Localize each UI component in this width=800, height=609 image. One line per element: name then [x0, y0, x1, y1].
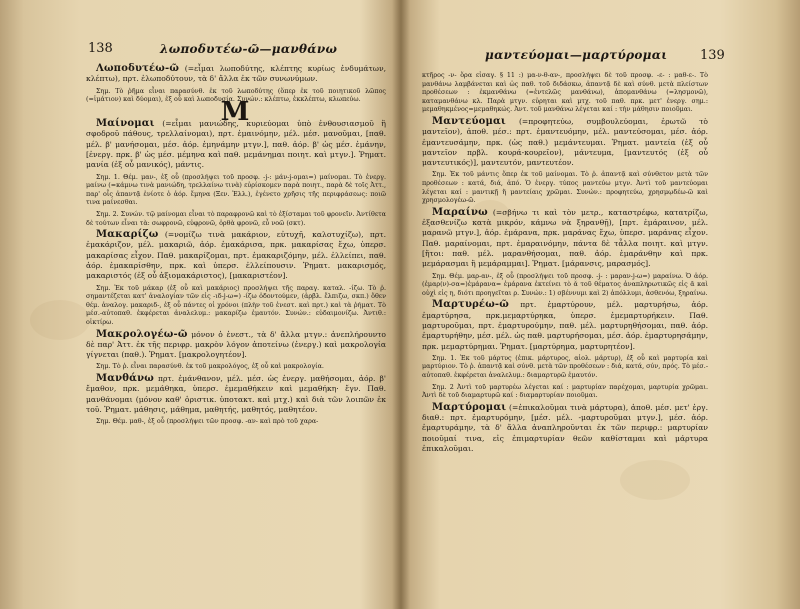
entry — [422, 300, 708, 351]
headword: Μαραίνω — [432, 206, 488, 218]
entry — [86, 119, 386, 170]
entry-text: πρτ. ἐμάνθανον, μέλ. μέσ. ὡς ἐνεργ. μαθήσομαι, ἀόρ. β' ἔμαθον, πρκ. μεμάθηκα, ὑπερσ. ἐμεμαθήκειν καὶ μεμαθήκη· ἔγν. Παθ. μανθάνομαι (μόνον καθ' ὁριστικ. ὑποτακτ. καὶ μτχ.) καὶ διὰ τῶν λοιπῶν ἐκ τοῦ. Ῥηματ. μάθησις, μάθημα, μαθητής, μαθητός, μαθητέον. — [86, 374, 386, 414]
note: Σημ. Τὸ ῥῆμα εἶναι παρασύνθ. ἐκ τοῦ λωποδύτης (ὅπερ ἐκ τοῦ ποιητικοῦ λῶπος (=ἱμάτιον) καὶ δύομαι), ἐξ οὗ καὶ λωποδυσία. Συνών.: κλέπτω, ἐκκλέπτω, κλωπεύω. — [86, 86, 386, 104]
note: Σημ. Ἐκ τοῦ μάκαρ (ἐξ οὗ καὶ μακάριος) προσλήψει τῆς παραγ. καταλ. -ίζω. Τὸ ῥ. σημαντέζεται κατ' ἀναλογίαν τῶν εἰς -ιδ-j-ω=) -ίζω ὀδοντούμεν, (ἀρβλ. ἔλπιζω, σκπ.) ὅθεν θέμ. ἀναλογ. μακαριδ-, ἐξ οὗ πάντες οἱ χρόνοι (πλὴν τοῦ ἐνεστ. καὶ πρτ.) καὶ τὰ ῥήματ. Τὸ μέσ.-αὐτοπαθ. ἐκφέρεται ἀναλελυμ.: μακαρίζω ἐμαυτόν. Συνών.: εὐδαιμονίζω. Ἀντιθ.: οἰκτίρω. — [86, 283, 386, 326]
running-head: μαντεύομαι—μαρτύρομαι — [485, 48, 668, 62]
headword: Μαίνομαι — [96, 118, 155, 130]
entry-text: (=νομίζω τινὰ μακάριον, εὐτυχῆ, καλοτυχίζω), πρτ. ἐμακάριζον, μέλ. μακαριῶ, ἀόρ. ἐμακάρισα, πρκ. μακαρίσας ἔχω, ὑπερσ. μακαρίσας εἶχον. Παθ. μακαρίζομαι, πρτ. ἐμακαριζόμην, μέλ. ἐλλείπει, παθ. ἀόρ. ἐμακαρίσθην, πρκ. καὶ ὑπερσ. ἐλλείπουσιν. Ῥηματ. μακαρισμός, μακαριστός (ἐξ οὗ ἀξιομακάριστος), [μακαριστέον]. — [86, 230, 386, 281]
entry — [86, 374, 386, 415]
entry-text: πρτ. ἐμαρτύρουν, μέλ. μαρτυρήσω, ἀόρ. ἐμαρτύρησα, πρκ.μεμαρτύρηκα, ὑπερσ. ἐμεμαρτυρήκειν. Παθ. μαρτυροῦμαι, πρτ. ἐμαρτυρούμην, παθ. μέλ. μαρτυρηθήσομαι, παθ. ἀόρ. ἐμαρτυρήθην, μέσ. μέλ. ὡς παθ. μαρτυρήσομαι, μέσ. ἀόρ. ἐμαρτυρησάμην, πρκ. μεμαρτύρημαι. Ῥηματ. [μαρτύρημα, μαρτυρητέον]. — [422, 300, 708, 351]
note: Σημ. Τὸ ῥ. εἶναι παρασύνθ. ἐκ τοῦ μακρολόγος, ἐξ οὗ καὶ μακρολογία. — [96, 362, 324, 371]
headword: Μακαρίζω — [96, 229, 159, 241]
entry-text: μόνον ὁ ἐνεστ., τὰ δ' ἄλλα μτγν.: ἀνεπλήρουντο δὲ παρ' Ἀττ. ἐκ τῆς περιφρ. μακρὸν λόγον ἀποτείνω (ἐνεργ.) καὶ μακρολογία γίγνεται (παθ.). Ῥηματ. [μακρολογητέον]. — [86, 329, 387, 360]
headword: Μαρτυρέω-ῶ — [432, 299, 510, 311]
note: Σημ. 1. Ἐκ τοῦ μάρτυς (ἐπικ. μάρτυρος, αἰολ. μάρτυρ), ἐξ οὗ καὶ μαρτυρία καὶ μαρτύριον. Τὸ ῥ. ἀπαντᾷ καὶ σύνθ. μετὰ τῶν προθέσεων : διά, κατά, σύν, πρός. Τὸ μέσ.-αὐτοπαθ. ἐκφέρεται ἀναλελυμ.: διαμαρτυρῶ ἐμαυτόν. — [422, 353, 708, 380]
entry — [422, 403, 708, 454]
entry-text: (=εἶμαι λωποδύτης, κλέπτης κυρίως ἐνδυμάτων, κλέπτω), πρτ. ἐλωποδύτουν, τὰ δ' ἄλλα ἐκ τῶν συνωνύμων. — [86, 64, 386, 84]
left-column — [86, 64, 386, 429]
entry — [86, 64, 386, 85]
note: κτῆρος -ν- ὅρα εἰσαγ. § 11 :) μα-ν-θ-αν-, προσλήψει δὲ τοῦ προσφ. -ε- : μαθ-ε-. Τὸ μανθάνω λαμβάνεται καὶ ὡς παθ. τοῦ διδάσκω, ἀπαντᾷ δὲ καὶ σύνθ. μετὰ πλείστων προθέσεων : ἐκμανθάνω (=ἐντελῶς μανθάνω), ἀπομανθάνω (=λησμονῶ), καταμανθάνω κλ. Παρὰ μτγν. εὑρηται καὶ μτχ. τοῦ παθ. πρκ. μετ' ἐνεργ. σημ.: μεμαθηκμένος=μεμαθηκώς. Ἀντ. τοῦ μανθάνω λέγεται καί : τὴν μάθησιν ποιοῦμαι. — [422, 71, 708, 114]
page-number: 138 — [88, 41, 113, 56]
entry-text: (=σβήνω τι καὶ τὸν μετρ., καταστρέφω, κατατρίζω, ἐξασθενίζω κατὰ μικρόν, κάμνω νὰ ξηρανθῇ), [πρτ. ἐμάραινον, μέλ. μαρανῶ μτγν.], ἀόρ. ἐμάρανα, πρκ. μαράνας ἔχω, ὑπερσ. μαράνας εἶχον. Παθ. μαραίνομαι, πρτ. ἐμαραινόμην, πάντα δὲ τἆλλα ποιητ. καὶ μτγν. [ἤτοι: παθ. μέλ. μαρανθήσομαι, παθ. ἀόρ. ἐμαράνθην καὶ πρκ. μεμάρασμαι ἢ μεμάραμμαι]. Ῥηματ. [μάρανσις, μαρασμός]. — [422, 207, 709, 269]
entry — [422, 117, 708, 168]
headword: Μανθάνω — [96, 373, 154, 385]
note: Σημ. 2. Συνών. τῷ μαίνομαι εἶναι τὸ παραφρονῶ καὶ τὸ ἐξίσταμαι τοῦ φρονεῖν. Ἀντίθετα δὲ τούτων εἶναι τὰ: σωφρονῶ, εὐφρονῶ, ὀρθὰ φρονῶ, εὖ νοῶ (σκτ). — [86, 209, 386, 227]
headword: Μαρτύρομαι — [432, 401, 507, 413]
entry-text: (=ἐπικαλοῦμαι τινὰ μάρτυρα), ἀποθ. μέσ. μετ' ἐργ. διαθ.: πρτ. ἐμαρτυρόμην, [μέσ. μέλ. -μαρτυροῦμαι μτγν.], μέσ. ἀόρ. ἐμαρτυράμην, τὰ δ' ἄλλα ἀναπληροῦνται ἐκ τῶν περιφρ.: μαρτυρίαν ποιοῦμαί τινα, εἰς ἐπιμαρτυρίαν θεῶν καθίσταμαι καὶ μάρτυρα ἐπικαλοῦμαι. — [422, 402, 708, 454]
note: Σημ. 2 Ἀντὶ τοῦ μαρτυρέω λέγεται καί : μαρτυρίαν παρέχομαι, μαρτυρία χρῶμαι. Ἀντὶ δὲ τοῦ διαμαρτυρῶ καί : διαμαρτυρίαν ποιοῦμαι. — [422, 382, 708, 400]
note: Σημ. Θέμ. μαθ-, ἐξ οὗ (προσλήψει τῶν προσφ. -αν- καὶ πρὸ τοῦ χαρα- — [96, 417, 319, 426]
right-column — [422, 70, 708, 456]
note: Σημ. Θέμ. μαρ-αν-, ἐξ οὗ (προσλήψει τοῦ προσφ. -j- : μαραν-j-ω=) μαραίνω. Ὁ ἀόρ. (ἐμαρ(ν)-σα=)ἐμάρανα= ἐμάρανα ἐκτείνει τὸ ᾰ τοῦ θέματος ἀναπληρωτικῶς εἰς ᾱ καὶ οὐχὶ εἰς η, διότι προηγεῖται ρ. Συνών.: 1) σβέννυμι καὶ 2) ἀπόλλυμι, ἀσθενόω, ξηραίνω. — [422, 271, 708, 297]
headword: Μαντεύομαι — [432, 115, 506, 127]
entry — [86, 230, 386, 281]
note: Σημ. 1. Θέμ. μαν-, ἐξ οὗ (προσλήψει τοῦ προσφ. -j-: μάν-j-ομαι=) μαίνομαι. Τὸ ἐνεργ. μαίνω (=κάμνω τινὰ μανιώδη, τρελλαίνω τινὰ) εὑρίσκομεν παρὰ ποιητ., παρὰ δὲ τοῖς Ἀττ., παρ' οἷς ἀπαντᾷ ἐνίοτε ὁ ἀόρ. ἔμηνα (Ξεν. Ἑλλ.), ἐγένετο χρῆσις τῆς περιφράσεως: ποιῶ τινα μαίνεσθαι. — [86, 172, 386, 207]
entry-text: (=εἶμαι μανιώδης, κυριεύομαι ὑπὸ ἐνθουσιασμοῦ ἢ σφοδροῦ πάθους, τρελλαίνομαι), πρτ. ἐμαινόμην, μέλ. μέσ. μανοῦμαι, [παθ. μέλ. β' μανήσομαι, μέσ. ἀόρ. ἐμηνάμην μτγν.], παθ. ἀόρ. β' ὡς μέσ. ἐμάνην, [ἐνεργ. πρκ. β' ὡς μέσ. μέμηνα καὶ παθ. μεμάνημαι ποιητ. καὶ μτγν.]. Ῥηματ. μανία (ἐξ οὗ μανικός), μάντις. — [86, 119, 386, 170]
page-number: 139 — [700, 48, 725, 63]
entry — [86, 330, 386, 361]
entry-text: (=προφητεύω, συμβουλεύομαι, ἐρωτῶ τὸ μαντεῖον), ἀποθ. μέσ.: πρτ. ἐμαντευόμην, μέλ. μαντεύσομαι, μέσ. ἀόρ. ἐμαντευσάμην, πρκ. (ὡς παθ.) μεμάντευμαι. Ῥηματ. μαντεία (ἐξ οὗ μαντεῖον πρβλ. κουρά-κουρεῖον), μάντευμα, [μαντευτός (ἐξ οὗ μαντευτικός)], μαντευτόν, μαντευτέον. — [422, 116, 709, 168]
entry — [422, 208, 708, 270]
headword: Μακρολογέω-ῶ — [96, 328, 188, 340]
note: Σημ. Ἐκ τοῦ μάντις ὅπερ ἐκ τοῦ μαίνομαι. Τὸ ῥ. ἀπαντᾷ καὶ σύνθετον μετὰ τῶν προθέσεων : κατά, διά, ἀπό. Ὁ ἐνεργ. τύπος μαντεύω μτγν. Ἀντὶ τοῦ μαντεύομαι λέγεται καί : μαντικῇ ἢ μαντείαις χρῶμαι. Συνών.: προφητεύω, χρησμῳδέω-ῶ καὶ χρησμολογέω-ῶ. — [422, 170, 708, 205]
running-head: λωποδυτέω-ῶ—μανθάνω — [160, 42, 338, 56]
headword: Λωποδυτέω-ῶ — [96, 63, 180, 74]
right-page — [400, 0, 800, 609]
section-letter: Μ — [220, 96, 252, 127]
